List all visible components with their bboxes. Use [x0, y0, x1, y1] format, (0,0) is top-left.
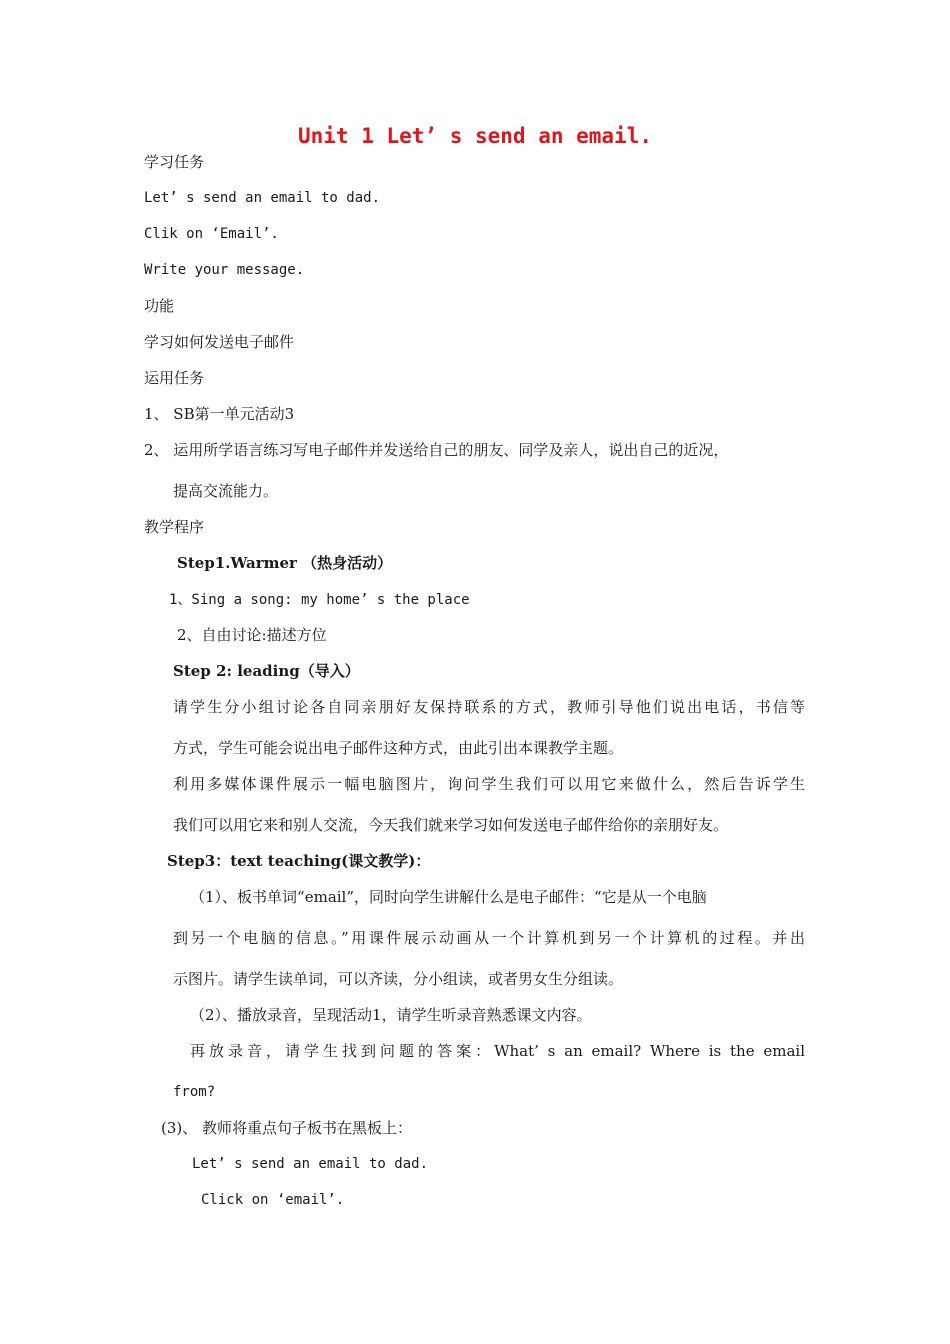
application-item-2: 2、 运用所学语言练习写电子邮件并发送给自己的朋友、同学及亲人，说出自己的近况，: [144, 441, 729, 459]
heading-application-tasks: 运用任务: [144, 369, 205, 387]
heading-teaching-procedure: 教学程序: [144, 518, 205, 536]
step2-paragraph-1-continued: 方式，学生可能会说出电子邮件这种方式，由此引出本课教学主题。: [173, 739, 624, 757]
step3-heading: Step3：text teaching(课文教学)：: [167, 852, 431, 870]
step1-item-2: 2、自由讨论:描述方位: [177, 626, 327, 644]
document-title: Unit 1 Let’ s send an email.: [297, 124, 652, 148]
step3-item-3: (3)、 教师将重点句子板书在黑板上：: [161, 1119, 413, 1137]
step1-item-1: 1、Sing a song: my home’ s the place: [169, 592, 470, 608]
step3-item-1: （1）、板书单词“email”，同时向学生讲解什么是电子邮件：“它是从一个电脑: [190, 888, 707, 906]
heading-learning-tasks: 学习任务: [144, 153, 205, 171]
task-line-3: Write your message.: [144, 262, 305, 278]
step2-paragraph-2-continued: 我们可以用它来和别人交流，今天我们就来学习如何发送电子邮件给你的亲朋好友。: [173, 816, 729, 834]
step3-item-2-continued: 再放录音，请学生找到问题的答案：What’ s an email? Where is the email: [190, 1042, 805, 1060]
task-line-2: Clik on ‘Email’.: [144, 226, 279, 242]
key-sentence-2: Click on ‘email’.: [201, 1192, 345, 1208]
key-sentence-1: Let’ s send an email to dad.: [192, 1156, 429, 1172]
step3-item-2: （2）、播放录音，呈现活动1，请学生听录音熟悉课文内容。: [190, 1006, 592, 1024]
application-item-1: 1、 SB第一单元活动3: [144, 405, 295, 423]
function-text: 学习如何发送电子邮件: [144, 333, 295, 351]
step2-paragraph-2: 利用多媒体课件展示一幅电脑图片，询问学生我们可以用它来做什么，然后告诉学生: [173, 775, 805, 793]
heading-function: 功能: [144, 297, 175, 315]
application-item-2-continued: 提高交流能力。: [173, 482, 279, 500]
step3-item-2-end: from?: [173, 1084, 216, 1100]
task-line-1: Let’ s send an email to dad.: [144, 190, 381, 206]
step1-heading: Step1.Warmer （热身活动）: [177, 554, 393, 572]
step3-item-1-end: 示图片。请学生读单词，可以齐读，分小组读，或者男女生分组读。: [173, 970, 624, 988]
step2-paragraph-1: 请学生分小组讨论各自同亲朋好友保持联系的方式，教师引导他们说出电话，书信等: [173, 698, 805, 716]
step2-heading: Step 2: leading（导入）: [173, 662, 360, 680]
step3-item-1-continued: 到另一个电脑的信息。”用课件展示动画从一个计算机到另一个计算机的过程。并出: [173, 929, 805, 947]
